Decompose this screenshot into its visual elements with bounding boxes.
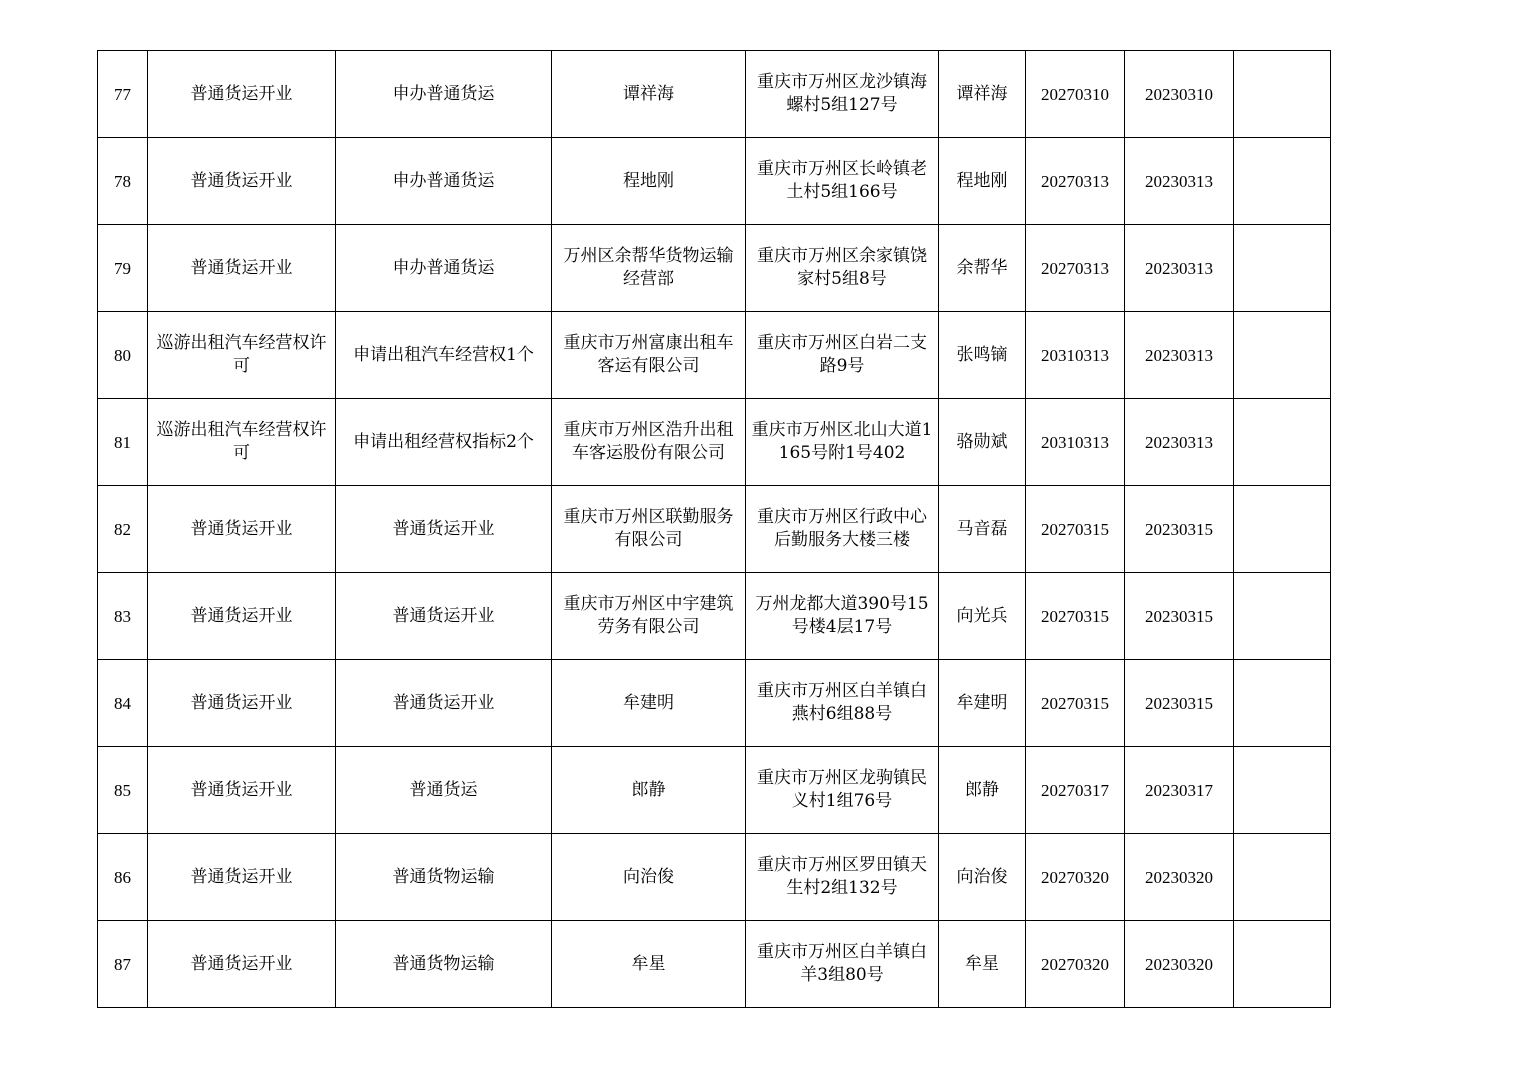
cell-applicant: 谭祥海 <box>552 51 746 138</box>
cell-legal-representative: 向治俊 <box>939 834 1026 921</box>
cell-expiry-date: 20270315 <box>1026 660 1125 747</box>
cell-legal-representative: 牟建明 <box>939 660 1026 747</box>
cell-serial-number: 85 <box>98 747 148 834</box>
cell-address: 重庆市万州区行政中心后勤服务大楼三楼 <box>746 486 939 573</box>
cell-permit-item: 申办普通货运 <box>336 138 552 225</box>
cell-permit-item: 普通货运 <box>336 747 552 834</box>
permit-table <box>97 50 1331 1008</box>
cell-applicant: 万州区余帮华货物运输经营部 <box>552 225 746 312</box>
cell-address: 重庆市万州区白岩二支路9号 <box>746 312 939 399</box>
table-row <box>98 51 1331 138</box>
cell-permit-item: 申请出租经营权指标2个 <box>336 399 552 486</box>
cell-permit-category: 普通货运开业 <box>148 747 336 834</box>
cell-issue-date: 20230310 <box>1125 51 1234 138</box>
cell-remarks <box>1234 660 1331 747</box>
table-row <box>98 399 1331 486</box>
cell-legal-representative: 余帮华 <box>939 225 1026 312</box>
cell-remarks <box>1234 921 1331 1008</box>
cell-permit-item: 普通货运开业 <box>336 660 552 747</box>
cell-applicant: 重庆市万州区联勤服务有限公司 <box>552 486 746 573</box>
cell-issue-date: 20230317 <box>1125 747 1234 834</box>
cell-permit-item: 普通货物运输 <box>336 921 552 1008</box>
cell-permit-category: 巡游出租汽车经营权许可 <box>148 312 336 399</box>
cell-applicant: 向治俊 <box>552 834 746 921</box>
table-row <box>98 834 1331 921</box>
cell-permit-item: 申请出租汽车经营权1个 <box>336 312 552 399</box>
cell-address: 重庆市万州区白羊镇白燕村6组88号 <box>746 660 939 747</box>
cell-remarks <box>1234 486 1331 573</box>
cell-issue-date: 20230313 <box>1125 138 1234 225</box>
cell-serial-number: 78 <box>98 138 148 225</box>
cell-address: 重庆市万州区白羊镇白羊3组80号 <box>746 921 939 1008</box>
cell-remarks <box>1234 399 1331 486</box>
cell-expiry-date: 20270315 <box>1026 573 1125 660</box>
cell-serial-number: 82 <box>98 486 148 573</box>
cell-remarks <box>1234 51 1331 138</box>
table-row <box>98 747 1331 834</box>
cell-legal-representative: 向光兵 <box>939 573 1026 660</box>
cell-expiry-date: 20270320 <box>1026 921 1125 1008</box>
cell-serial-number: 84 <box>98 660 148 747</box>
table-row <box>98 573 1331 660</box>
cell-serial-number: 87 <box>98 921 148 1008</box>
cell-address: 重庆市万州区长岭镇老土村5组166号 <box>746 138 939 225</box>
cell-remarks <box>1234 834 1331 921</box>
cell-serial-number: 86 <box>98 834 148 921</box>
table-body <box>98 51 1331 1008</box>
cell-serial-number: 77 <box>98 51 148 138</box>
cell-issue-date: 20230313 <box>1125 225 1234 312</box>
cell-remarks <box>1234 312 1331 399</box>
cell-permit-item: 申办普通货运 <box>336 225 552 312</box>
cell-issue-date: 20230313 <box>1125 312 1234 399</box>
cell-expiry-date: 20270310 <box>1026 51 1125 138</box>
cell-applicant: 重庆市万州区浩升出租车客运股份有限公司 <box>552 399 746 486</box>
cell-issue-date: 20230313 <box>1125 399 1234 486</box>
table-row <box>98 312 1331 399</box>
cell-serial-number: 80 <box>98 312 148 399</box>
cell-permit-category: 普通货运开业 <box>148 834 336 921</box>
table-row <box>98 660 1331 747</box>
cell-permit-item: 普通货运开业 <box>336 573 552 660</box>
cell-permit-category: 普通货运开业 <box>148 921 336 1008</box>
cell-issue-date: 20230320 <box>1125 921 1234 1008</box>
cell-legal-representative: 张鸣镝 <box>939 312 1026 399</box>
cell-applicant: 重庆市万州区中宇建筑劳务有限公司 <box>552 573 746 660</box>
cell-address: 重庆市万州区余家镇饶家村5组8号 <box>746 225 939 312</box>
cell-legal-representative: 谭祥海 <box>939 51 1026 138</box>
cell-address: 重庆市万州区龙沙镇海螺村5组127号 <box>746 51 939 138</box>
cell-permit-category: 普通货运开业 <box>148 138 336 225</box>
cell-applicant: 程地刚 <box>552 138 746 225</box>
cell-applicant: 牟星 <box>552 921 746 1008</box>
cell-permit-category: 巡游出租汽车经营权许可 <box>148 399 336 486</box>
cell-legal-representative: 牟星 <box>939 921 1026 1008</box>
cell-serial-number: 79 <box>98 225 148 312</box>
cell-issue-date: 20230320 <box>1125 834 1234 921</box>
table-row <box>98 138 1331 225</box>
cell-permit-item: 申办普通货运 <box>336 51 552 138</box>
cell-applicant: 牟建明 <box>552 660 746 747</box>
cell-address: 万州龙都大道390号15号楼4层17号 <box>746 573 939 660</box>
cell-legal-representative: 程地刚 <box>939 138 1026 225</box>
cell-expiry-date: 20270320 <box>1026 834 1125 921</box>
cell-legal-representative: 骆勋斌 <box>939 399 1026 486</box>
cell-permit-category: 普通货运开业 <box>148 573 336 660</box>
cell-remarks <box>1234 138 1331 225</box>
cell-address: 重庆市万州区罗田镇天生村2组132号 <box>746 834 939 921</box>
cell-permit-category: 普通货运开业 <box>148 486 336 573</box>
cell-permit-category: 普通货运开业 <box>148 225 336 312</box>
cell-permit-item: 普通货物运输 <box>336 834 552 921</box>
cell-expiry-date: 20270315 <box>1026 486 1125 573</box>
cell-expiry-date: 20310313 <box>1026 399 1125 486</box>
cell-issue-date: 20230315 <box>1125 486 1234 573</box>
cell-serial-number: 81 <box>98 399 148 486</box>
cell-remarks <box>1234 747 1331 834</box>
cell-permit-category: 普通货运开业 <box>148 660 336 747</box>
cell-applicant: 郎静 <box>552 747 746 834</box>
cell-remarks <box>1234 225 1331 312</box>
cell-permit-item: 普通货运开业 <box>336 486 552 573</box>
cell-address: 重庆市万州区龙驹镇民义村1组76号 <box>746 747 939 834</box>
cell-expiry-date: 20270313 <box>1026 225 1125 312</box>
table-row <box>98 225 1331 312</box>
cell-legal-representative: 郎静 <box>939 747 1026 834</box>
cell-expiry-date: 20270317 <box>1026 747 1125 834</box>
cell-permit-category: 普通货运开业 <box>148 51 336 138</box>
cell-remarks <box>1234 573 1331 660</box>
cell-legal-representative: 马音磊 <box>939 486 1026 573</box>
table-row <box>98 486 1331 573</box>
cell-expiry-date: 20270313 <box>1026 138 1125 225</box>
cell-expiry-date: 20310313 <box>1026 312 1125 399</box>
cell-issue-date: 20230315 <box>1125 573 1234 660</box>
cell-serial-number: 83 <box>98 573 148 660</box>
cell-address: 重庆市万州区北山大道1165号附1号402 <box>746 399 939 486</box>
cell-issue-date: 20230315 <box>1125 660 1234 747</box>
table-row <box>98 921 1331 1008</box>
cell-applicant: 重庆市万州富康出租车客运有限公司 <box>552 312 746 399</box>
